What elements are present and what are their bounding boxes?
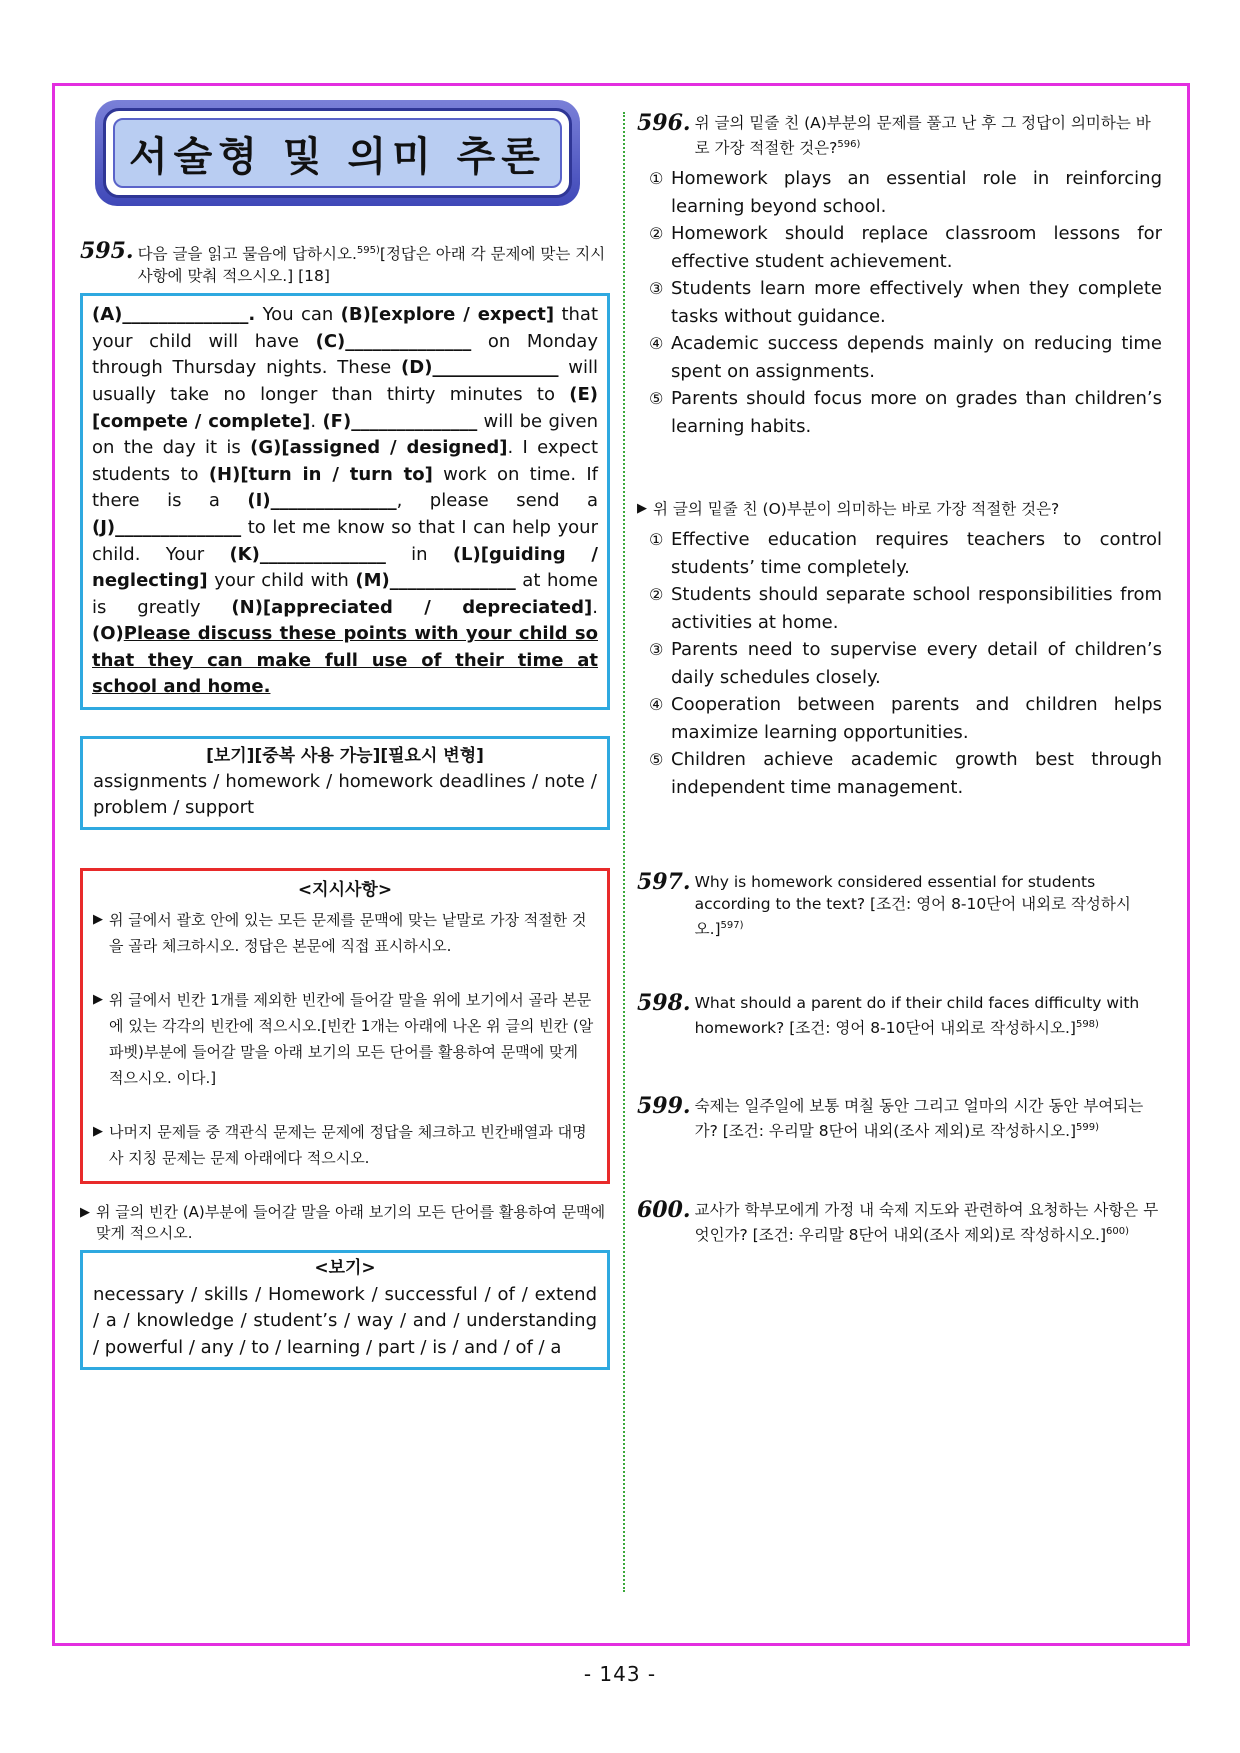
option-3[interactable]: ③ Parents need to supervise every detail of children’s daily schedules closely. bbox=[649, 639, 1162, 688]
title-banner bbox=[95, 100, 580, 206]
triangle-bullet-icon: ▶ bbox=[80, 1205, 90, 1221]
option-1[interactable]: ① Effective education requires teachers to control students’ time completely. bbox=[649, 529, 1162, 578]
question-599: 599. 숙제는 일주일에 보통 며칠 동안 그리고 얼마의 시간 동안 부여되는가? [조건: 우리말 8단어 내외(조사 제외)로 작성하시오.]$^{599)}$ bbox=[637, 1093, 1144, 1141]
blank-f[interactable]: (F)______________ bbox=[322, 410, 478, 432]
instruction-item: ▶ 위 글에서 빈칸 1개를 제외한 빈칸에 들어갈 말을 위에 보기에서 골라 본문에 있는 각각의 빈칸에 적으시오.[빈칸 1개는 아래에 나온 위 글의 빈칸 (알파벳)부분에 들어갈 말을 아래 보기의 모든 단어를 활용하여 문맥에 맞게 적으시오. 이다.] bbox=[93, 987, 597, 1091]
blank-a[interactable]: (A)______________. bbox=[92, 304, 256, 326]
word-bank-2-words: necessary / skills / Homework / successful / of / extend / a / knowledge / student’s / way / and / understanding / powerful / any / to / learning / part / is / and / of / a bbox=[93, 1283, 597, 1358]
word-bank-title: [보기][중복 사용 가능][필요시 변형] bbox=[206, 746, 484, 767]
blank-j[interactable]: (J)______________ bbox=[92, 516, 242, 538]
question-600: 600. 교사가 학부모에게 가정 내 숙제 지도와 관련하여 요청하는 사항은 무엇인가? [조건: 우리말 8단어 내외(조사 제외)로 작성하시오.]$^{600)}$ bbox=[637, 1196, 1159, 1244]
instruction-item: ▶ 나머지 문제들 중 객관식 문제는 문제에 정답을 체크하고 빈칸배열과 대명사 지칭 문제는 문제 아래에다 적으시오. bbox=[93, 1119, 597, 1171]
question-596-header: 596. 위 글의 밑줄 친 (A)부분의 문제를 풀고 난 후 그 정답이 의미하는 바로 가장 적절한 것은?$^{596)}$ bbox=[637, 110, 1151, 158]
choice-h[interactable]: (H)[turn in / turn to] bbox=[208, 463, 433, 485]
option-2[interactable]: ② Homework should replace classroom lessons for effective student achievement. bbox=[649, 223, 1162, 272]
word-bank-words: assignments / homework / homework deadlines / note / problem / support bbox=[93, 771, 597, 819]
blank-i[interactable]: (I)______________ bbox=[247, 490, 397, 512]
question-instruction: 다음 글을 읽고 물음에 답하시오. bbox=[137, 245, 357, 264]
choice-g[interactable]: (G)[assigned / designed] bbox=[250, 437, 508, 459]
question-instruction-2: [정답은 아래 각 문제에 맞는 지시사항에 맞춰 적으시오.] [18] bbox=[137, 245, 606, 286]
page-number: - 143 - bbox=[583, 1662, 657, 1686]
question-number: 599. bbox=[637, 1093, 691, 1120]
word-bank-2-title: <보기> bbox=[314, 1258, 376, 1279]
section-title: 서술형 및 의미 추론 bbox=[129, 133, 546, 180]
choice-n[interactable]: (N)[appreciated / depreciated] bbox=[231, 596, 593, 618]
subquestion-o: ▶ 위 글의 밑줄 친 (O)부분이 의미하는 바로 가장 적절한 것은? bbox=[637, 500, 1060, 519]
option-2[interactable]: ② Students should separate school responsibilities from activities at home. bbox=[649, 584, 1162, 633]
blank-d[interactable]: (D)______________ bbox=[401, 357, 559, 379]
word-bank-box bbox=[80, 736, 610, 830]
option-4[interactable]: ④ Cooperation between parents and children helps maximize learning opportunities. bbox=[649, 694, 1162, 743]
options-o bbox=[637, 526, 1162, 801]
choice-b[interactable]: (B)[explore / expect] bbox=[340, 304, 555, 326]
triangle-bullet-icon: ▶ bbox=[93, 912, 103, 928]
subquestion-a: ▶ 위 글의 빈칸 (A)부분에 들어갈 말을 아래 보기의 모든 단어를 활용하여 문맥에 맞게 적으시오. bbox=[80, 1203, 606, 1243]
question-598: 598. What should a parent do if their child faces difficulty with homework? [조건: 영어 8-10단어 내외로 작성하시오.]$^{598)}$ bbox=[637, 990, 1140, 1038]
reading-passage: (A)______________. You can (B)[explore / expect] that your child will have (C)______________ on Monday through Thursday nights. These (D)______________ will usually take no longer than thirty minutes to (E)[compete / complete]. (F)______________ will be given on the day it is (G)[assigned / designed]. I expect students to (H)[turn in / turn to] work on time. If there is a (I)______________, please send a (J)______________ to let me know so that I can help your child. Your (K)______________ in (L)[guiding / neglecting] your child with (M)______________ at home is greatly (N)[appreciated / depreciated]. (O)Please discuss these points with your child so that they can make full use of their time at school and home. bbox=[80, 293, 610, 710]
option-4[interactable]: ④ Academic success depends mainly on reducing time spent on assignments. bbox=[649, 333, 1162, 382]
question-number: 600. bbox=[637, 1196, 691, 1223]
question-number: 597. bbox=[637, 869, 691, 896]
triangle-bullet-icon: ▶ bbox=[637, 501, 647, 517]
question-number: 596. bbox=[637, 110, 691, 136]
right-column bbox=[637, 112, 1162, 1246]
question-597: 597. Why is homework considered essential for students according to the text? [조건: 영어 8-10단어 내외로 작성하시오.]$^{597)}$ bbox=[637, 869, 1131, 939]
triangle-bullet-icon: ▶ bbox=[93, 1124, 103, 1140]
footnote-ref: 595) bbox=[356, 245, 380, 256]
blank-c[interactable]: (C)______________ bbox=[315, 330, 472, 352]
question-number: 595. bbox=[80, 238, 134, 264]
instructions-title: <지시사항> bbox=[297, 880, 393, 901]
option-1[interactable]: ① Homework plays an essential role in reinforcing learning beyond school. bbox=[649, 168, 1162, 217]
blank-m[interactable]: (M)______________ bbox=[355, 570, 516, 592]
question-number: 598. bbox=[637, 990, 691, 1017]
option-5[interactable]: ⑤ Parents should focus more on grades than children’s learning habits. bbox=[649, 388, 1162, 437]
left-column bbox=[80, 100, 610, 1370]
option-5[interactable]: ⑤ Children achieve academic growth best through independent time management. bbox=[649, 749, 1162, 798]
underlined-sentence-o: Please discuss these points with your child so that they can make full use of their time at school and home. bbox=[92, 623, 598, 698]
option-3[interactable]: ③ Students learn more effectively when they complete tasks without guidance. bbox=[649, 278, 1162, 327]
instruction-item: ▶ 위 글에서 괄호 안에 있는 모든 문제를 문맥에 맞는 낱말로 가장 적절한 것을 골라 체크하시오. 정답은 본문에 직접 표시하시오. bbox=[93, 907, 597, 959]
triangle-bullet-icon: ▶ bbox=[93, 992, 103, 1008]
column-divider bbox=[623, 112, 625, 1592]
word-bank-box-2 bbox=[80, 1250, 610, 1370]
options-596 bbox=[637, 165, 1162, 440]
blank-k[interactable]: (K)______________ bbox=[229, 543, 386, 565]
choice-e[interactable]: (E)[compete / complete] bbox=[92, 383, 598, 432]
instructions-box bbox=[80, 868, 610, 1184]
choice-l[interactable]: (L)[guiding / neglecting] bbox=[92, 543, 598, 592]
question-595-header bbox=[80, 240, 610, 287]
